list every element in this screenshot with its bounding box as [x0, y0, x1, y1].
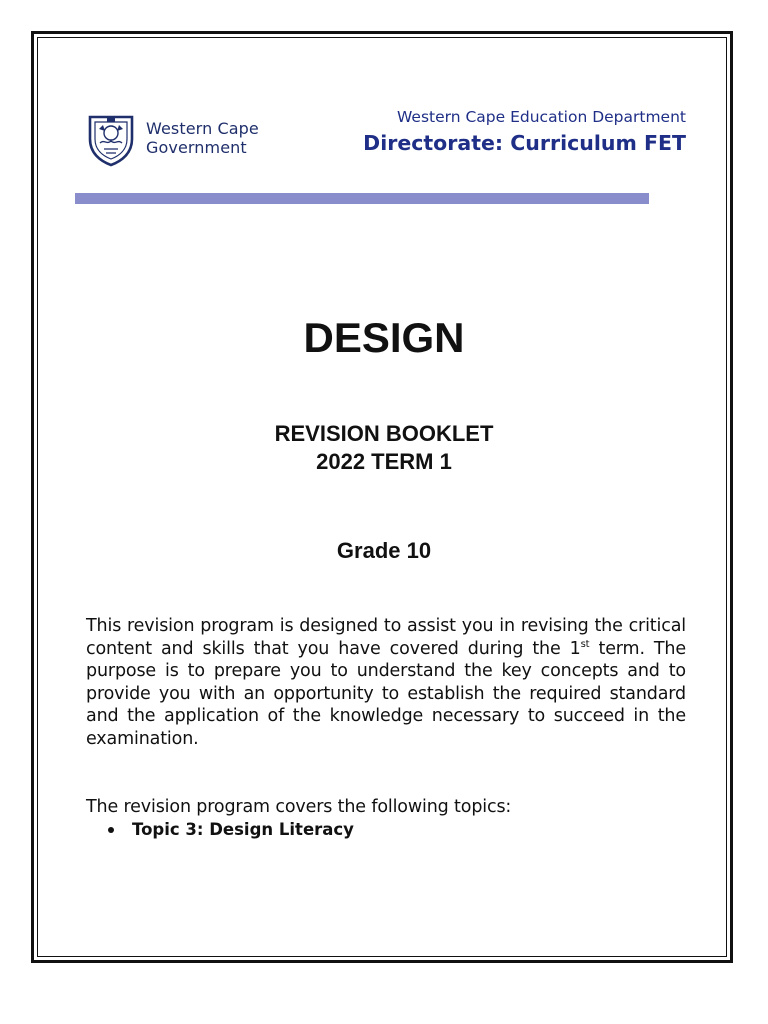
topic-label: Topic 3: Design Literacy: [132, 820, 354, 839]
topic-list: [86, 818, 686, 842]
booklet-title-line2: 2022 TERM 1: [316, 449, 452, 474]
directorate-name: Directorate: Curriculum FET: [363, 131, 686, 155]
logo-text-line2: Government: [146, 138, 247, 157]
booklet-title: [0, 420, 768, 476]
ordinal-suffix: st: [580, 638, 590, 650]
intro-paragraph: [86, 615, 686, 751]
list-item: [86, 818, 686, 842]
subject-title: DESIGN: [303, 314, 465, 361]
bullet-dot-icon: [108, 827, 114, 833]
topics-lead-text: The revision program covers the following topics:: [86, 797, 512, 817]
logo-text-line1: Western Cape: [146, 119, 259, 138]
header-divider-bar: [75, 193, 649, 204]
intro-text-part2: term. The purpose is to prepare you to understand the key concepts and to provide you with an opportunity to establish the required standard and the application of the knowledge necessary to succeed in the examination.: [86, 638, 686, 749]
booklet-title-line1: REVISION BOOKLET: [274, 421, 494, 446]
intro-text-part1: This revision program is designed to assist you in revising the critical content and skills that you have covered during the 1: [86, 616, 686, 659]
government-logo: [82, 109, 282, 167]
coat-of-arms-shield-icon: [82, 109, 140, 167]
department-name: Western Cape Education Department: [396, 108, 686, 126]
department-heading: [363, 106, 686, 158]
logo-text: [146, 119, 259, 157]
grade-label: Grade 10: [336, 538, 432, 563]
